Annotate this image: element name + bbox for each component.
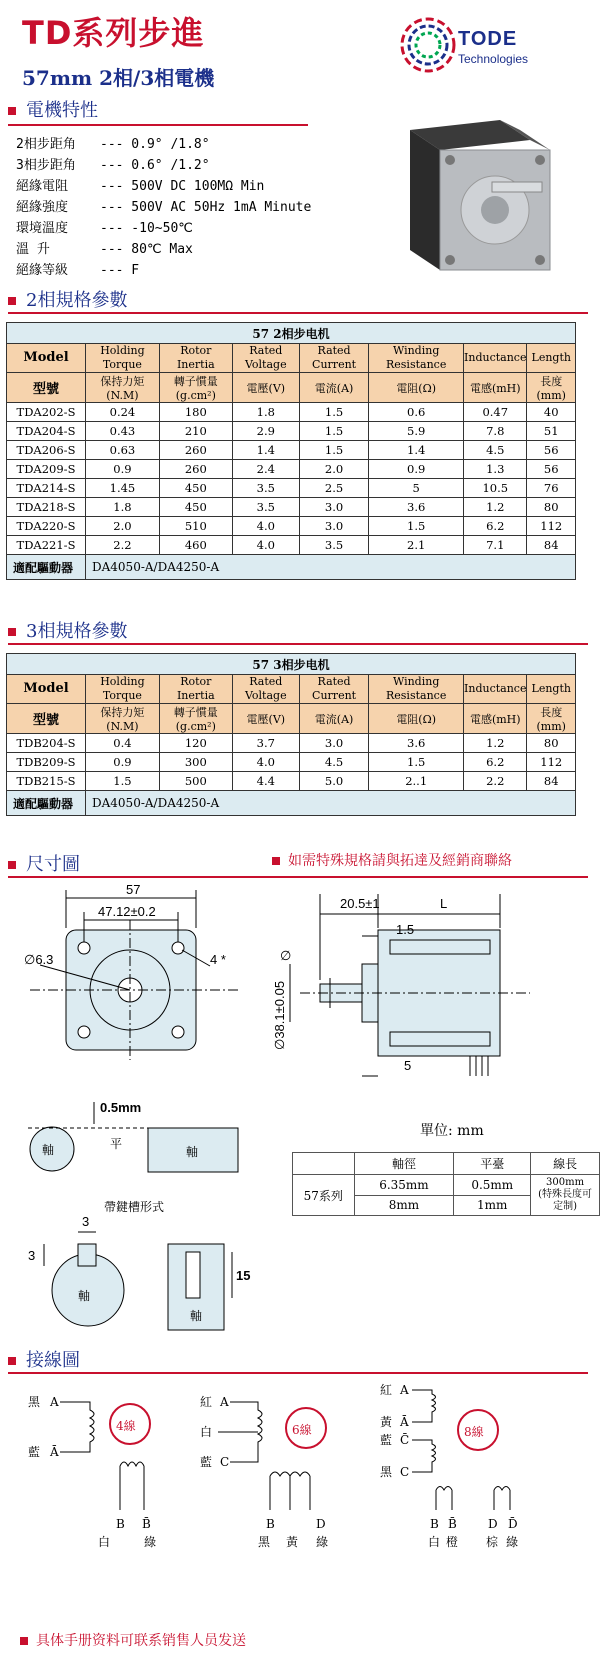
table-cell: 84 bbox=[527, 772, 576, 791]
len-value: 300mm bbox=[546, 1177, 585, 1188]
table-cell: 0.47 bbox=[464, 403, 527, 422]
table-cell: 3.7 bbox=[232, 734, 299, 753]
w8-Db: D̄ bbox=[508, 1517, 518, 1531]
header-cn: 轉子慣量 (g.cm²) bbox=[159, 704, 232, 734]
header-cn: 電流(A) bbox=[299, 373, 368, 403]
w8-c8: 綠 bbox=[506, 1535, 519, 1549]
prop-row bbox=[16, 176, 311, 197]
section-wiring: 接線圖 bbox=[8, 1346, 80, 1372]
prop-key: 溫 升 bbox=[16, 242, 50, 257]
table-cell: 3.6 bbox=[369, 498, 464, 517]
w8-Cb: C̄ bbox=[400, 1433, 410, 1447]
header-cn: 保持力矩 (N.M) bbox=[86, 704, 160, 734]
table-cell: 1.3 bbox=[464, 460, 527, 479]
prop-value: --- F bbox=[100, 263, 140, 278]
table-cell: 6.2 bbox=[464, 517, 527, 536]
table-cell: 4.0 bbox=[232, 753, 299, 772]
table-cell: 1.2 bbox=[464, 498, 527, 517]
table-caption: 57 2相步电机 bbox=[7, 323, 576, 344]
header-en: Inductance bbox=[464, 675, 527, 704]
driver-label: 適配驅動器 bbox=[7, 791, 86, 816]
prop-key: 絕緣電阻 bbox=[16, 179, 69, 194]
dim-5: 5 bbox=[404, 1058, 412, 1073]
table-row bbox=[7, 441, 576, 460]
prop-key: 2相步距角 bbox=[16, 137, 76, 152]
header-en: Inductance bbox=[464, 344, 527, 373]
w8-c4: 黑 bbox=[380, 1465, 393, 1479]
key-shaft-2: 軸 bbox=[190, 1309, 203, 1323]
header-en: Length bbox=[527, 344, 576, 373]
table-cell: 4.0 bbox=[232, 536, 299, 555]
header-cn: 電感(mH) bbox=[464, 373, 527, 403]
table-cell: 210 bbox=[159, 422, 232, 441]
prop-key: 環境溫度 bbox=[16, 221, 69, 236]
table-cell: 2.1 bbox=[369, 536, 464, 555]
table-cell: 450 bbox=[159, 479, 232, 498]
table-cell: TDA202-S bbox=[7, 403, 86, 422]
flat-label: 平 bbox=[110, 1137, 123, 1151]
header-en: Rotor Inertia bbox=[159, 675, 232, 704]
table-cell: 80 bbox=[527, 498, 576, 517]
dim-pilot: ∅38.1±0.05 bbox=[272, 980, 287, 1050]
table-cell: 0.9 bbox=[86, 753, 160, 772]
table-cell: 2.2 bbox=[86, 536, 160, 555]
table-cell: 1.5 bbox=[299, 422, 368, 441]
table-cell: 260 bbox=[159, 460, 232, 479]
w8-c5: 白 bbox=[428, 1535, 441, 1549]
series-cell: 57系列 bbox=[293, 1175, 355, 1216]
table-cell: 7.1 bbox=[464, 536, 527, 555]
table-cell: TDA209-S bbox=[7, 460, 86, 479]
header-en: Rated Current bbox=[299, 675, 368, 704]
table-row bbox=[7, 753, 576, 772]
prop-value: --- 500V DC 100MΩ Min bbox=[100, 179, 265, 194]
table-cell: 3.6 bbox=[369, 734, 464, 753]
table-cell: TDA221-S bbox=[7, 536, 86, 555]
table-row bbox=[7, 460, 576, 479]
table-cell: 1.8 bbox=[86, 498, 160, 517]
w6-c5: 黃 bbox=[286, 1535, 299, 1549]
prop-value: --- 500V AC 50Hz 1mA Minute bbox=[100, 200, 312, 215]
table-cell: 84 bbox=[527, 536, 576, 555]
header-cn: 轉子慣量 (g.cm²) bbox=[159, 373, 232, 403]
prop-row bbox=[16, 197, 311, 218]
table-row bbox=[7, 517, 576, 536]
dim-shaft-len: 20.5±1 bbox=[340, 896, 380, 911]
wiring-6 bbox=[200, 1395, 328, 1549]
header-model-cn: 型號 bbox=[7, 704, 86, 734]
table-cell: 1.8 bbox=[232, 403, 299, 422]
logo-ring-icon bbox=[398, 10, 458, 80]
table-row bbox=[7, 479, 576, 498]
table-cell: 3.0 bbox=[299, 498, 368, 517]
flat-shaft-label: 軸 bbox=[42, 1143, 55, 1157]
table-cell: 2.5 bbox=[299, 479, 368, 498]
header-model-en: Model bbox=[7, 344, 86, 373]
cell: 1mm bbox=[454, 1195, 531, 1216]
table-cell: TDA206-S bbox=[7, 441, 86, 460]
table-row bbox=[7, 422, 576, 441]
header-cn: 電阻(Ω) bbox=[369, 704, 464, 734]
table-cell: TDB215-S bbox=[7, 772, 86, 791]
table-cell: 0.6 bbox=[369, 403, 464, 422]
table-cell: 5.9 bbox=[369, 422, 464, 441]
table-cell: 1.5 bbox=[86, 772, 160, 791]
w8-C: C bbox=[400, 1465, 410, 1479]
props-list bbox=[16, 134, 311, 281]
table-cell: 2.4 bbox=[232, 460, 299, 479]
table-cell: 460 bbox=[159, 536, 232, 555]
header-en: Holding Torque bbox=[86, 344, 160, 373]
w8-A: A bbox=[400, 1383, 409, 1397]
side-view-drawing bbox=[270, 880, 590, 1080]
dim-hole: 47.12±0.2 bbox=[98, 904, 156, 919]
prop-row bbox=[16, 239, 311, 260]
w6-badge: 6線 bbox=[292, 1423, 312, 1437]
table-cell: 3.0 bbox=[299, 734, 368, 753]
w6-B: B bbox=[266, 1517, 275, 1531]
logo bbox=[398, 6, 588, 86]
header-cn: 電流(A) bbox=[299, 704, 368, 734]
table-cell: 3.5 bbox=[232, 498, 299, 517]
front-view-drawing bbox=[10, 880, 280, 1080]
table-cell: TDB204-S bbox=[7, 734, 86, 753]
table-cell: 180 bbox=[159, 403, 232, 422]
section-dims: 尺寸圖 bbox=[8, 850, 80, 876]
key-w: 3 bbox=[82, 1214, 90, 1229]
table-row bbox=[7, 403, 576, 422]
key-title: 帶鍵槽形式 bbox=[104, 1200, 165, 1214]
table-cell: 120 bbox=[159, 734, 232, 753]
key-h: 3 bbox=[28, 1248, 36, 1263]
table-row bbox=[7, 498, 576, 517]
len-note: (特殊長度可定制) bbox=[538, 1189, 593, 1212]
key-shaft: 軸 bbox=[78, 1289, 91, 1303]
table-cell: 7.8 bbox=[464, 422, 527, 441]
flat-depth: 0.5mm bbox=[100, 1100, 142, 1115]
table-row bbox=[7, 772, 576, 791]
w8-Ab: Ā bbox=[400, 1415, 409, 1429]
table-cell: 4.5 bbox=[464, 441, 527, 460]
dim-bore: ∅6.3 bbox=[24, 952, 54, 967]
table-cell: 51 bbox=[527, 422, 576, 441]
header-model-cn: 型號 bbox=[7, 373, 86, 403]
table-cell: 2.9 bbox=[232, 422, 299, 441]
w6-C: C bbox=[220, 1455, 230, 1469]
prop-value: --- -10~50℃ bbox=[100, 221, 193, 236]
prop-value: --- 0.9° /1.8° bbox=[100, 137, 210, 152]
table-cell: 1.4 bbox=[232, 441, 299, 460]
dim-phi: ∅ bbox=[280, 948, 292, 963]
header-en: Winding Resistance bbox=[369, 675, 464, 704]
table-cell: 450 bbox=[159, 498, 232, 517]
spec-table-3phase bbox=[6, 653, 576, 816]
w6-c2: 白 bbox=[200, 1425, 213, 1439]
driver-label: 適配驅動器 bbox=[7, 555, 86, 580]
key-len: 15 bbox=[236, 1268, 251, 1283]
w6-c3: 藍 bbox=[200, 1455, 213, 1469]
section-rule bbox=[8, 312, 588, 314]
wiring-diagrams bbox=[20, 1380, 590, 1580]
prop-row bbox=[16, 218, 311, 239]
table-cell: 300 bbox=[159, 753, 232, 772]
page-title: TD系列步進 bbox=[22, 14, 205, 52]
table-cell: 2.0 bbox=[299, 460, 368, 479]
table-cell: TDA214-S bbox=[7, 479, 86, 498]
header-cn: 電壓(V) bbox=[232, 704, 299, 734]
table-cell: 56 bbox=[527, 441, 576, 460]
table-caption: 57 3相步电机 bbox=[7, 654, 576, 675]
prop-row bbox=[16, 134, 311, 155]
th-flat: 平臺 bbox=[454, 1153, 531, 1175]
w4-c2: 藍 bbox=[28, 1445, 41, 1459]
table-cell: 0.9 bbox=[369, 460, 464, 479]
header-cn: 電感(mH) bbox=[464, 704, 527, 734]
table-cell: 3.5 bbox=[232, 479, 299, 498]
table-cell: 510 bbox=[159, 517, 232, 536]
w4-B: B bbox=[116, 1517, 125, 1531]
table-cell: 4.0 bbox=[232, 517, 299, 536]
w6-A: A bbox=[220, 1395, 229, 1409]
table-cell: 0.4 bbox=[86, 734, 160, 753]
section-rule bbox=[8, 643, 588, 645]
flat-shaft-label-2: 軸 bbox=[186, 1145, 199, 1159]
table-cell: 112 bbox=[527, 517, 576, 536]
shaft-table bbox=[292, 1152, 600, 1216]
flat-shaft-drawing bbox=[20, 1094, 250, 1184]
table-cell: TDA220-S bbox=[7, 517, 86, 536]
table-cell: 2..1 bbox=[369, 772, 464, 791]
w8-c7: 棕 bbox=[486, 1535, 499, 1549]
table-cell: 5.0 bbox=[299, 772, 368, 791]
special-note: 如需特殊規格請與拓達及經銷商聯絡 bbox=[272, 850, 512, 870]
w4-c4: 綠 bbox=[144, 1535, 157, 1549]
table-cell: 1.2 bbox=[464, 734, 527, 753]
dim-57: 57 bbox=[126, 882, 141, 897]
dim-1-5: 1.5 bbox=[396, 922, 415, 937]
w4-badge: 4線 bbox=[116, 1419, 136, 1433]
table-cell: TDA204-S bbox=[7, 422, 86, 441]
footer-note: 具体手册资料可联系销售人员发送 bbox=[20, 1630, 246, 1650]
header-cn: 電阻(Ω) bbox=[369, 373, 464, 403]
dim-L: L bbox=[440, 896, 448, 911]
table-cell: 76 bbox=[527, 479, 576, 498]
w4-Bb: B̄ bbox=[142, 1517, 151, 1531]
w8-D: D bbox=[488, 1517, 498, 1531]
header-cn: 保持力矩 (N.M) bbox=[86, 373, 160, 403]
w4-c3: 白 bbox=[98, 1535, 111, 1549]
wiring-8 bbox=[380, 1383, 518, 1549]
table-cell: TDB209-S bbox=[7, 753, 86, 772]
logo-sub: Technologies bbox=[458, 52, 529, 66]
driver-value: DA4050-A/DA4250-A bbox=[86, 791, 576, 816]
th-dia: 軸徑 bbox=[354, 1153, 454, 1175]
table-cell: 56 bbox=[527, 460, 576, 479]
table-cell: 0.24 bbox=[86, 403, 160, 422]
w8-badge: 8線 bbox=[464, 1425, 484, 1439]
prop-key: 絕緣強度 bbox=[16, 200, 69, 215]
table-row bbox=[7, 536, 576, 555]
w6-D: D bbox=[316, 1517, 326, 1531]
table-cell: 4.5 bbox=[299, 753, 368, 772]
table-cell: 1.5 bbox=[369, 753, 464, 772]
table-row bbox=[7, 734, 576, 753]
header-en: Rotor Inertia bbox=[159, 344, 232, 373]
w4-Ab: Ā bbox=[50, 1445, 59, 1459]
table-cell: TDA218-S bbox=[7, 498, 86, 517]
table-cell: 0.43 bbox=[86, 422, 160, 441]
w4-c1: 黑 bbox=[28, 1395, 41, 1409]
w8-c1: 紅 bbox=[380, 1383, 393, 1397]
w6-c1: 紅 bbox=[200, 1395, 213, 1409]
w8-B: B bbox=[430, 1517, 439, 1531]
header-cn: 電壓(V) bbox=[232, 373, 299, 403]
header-en: Rated Voltage bbox=[232, 675, 299, 704]
table-cell: 5 bbox=[369, 479, 464, 498]
table-cell: 1.5 bbox=[369, 517, 464, 536]
page-subtitle: 57mm 2相/3相電機 bbox=[22, 66, 215, 90]
logo-name: TODE bbox=[458, 28, 518, 50]
header-cn: 長度(mm) bbox=[527, 704, 576, 734]
w8-Bb: B̄ bbox=[448, 1517, 457, 1531]
table-cell: 3.5 bbox=[299, 536, 368, 555]
prop-value: --- 80℃ Max bbox=[100, 242, 193, 257]
table-cell: 500 bbox=[159, 772, 232, 791]
table-cell: 0.9 bbox=[86, 460, 160, 479]
w8-c6: 橙 bbox=[446, 1535, 459, 1549]
table-cell: 0.63 bbox=[86, 441, 160, 460]
table-cell: 1.5 bbox=[299, 441, 368, 460]
table-cell: 112 bbox=[527, 753, 576, 772]
table-cell: 4.4 bbox=[232, 772, 299, 791]
w6-c4: 黑 bbox=[258, 1535, 271, 1549]
header-model-en: Model bbox=[7, 675, 86, 704]
table-cell: 10.5 bbox=[464, 479, 527, 498]
table-cell: 1.45 bbox=[86, 479, 160, 498]
cell: 8mm bbox=[354, 1195, 454, 1216]
cell: 6.35mm bbox=[354, 1175, 454, 1196]
header-en: Holding Torque bbox=[86, 675, 160, 704]
section-rule bbox=[8, 124, 308, 126]
unit-label: 單位: mm bbox=[420, 1123, 484, 1139]
table-cell: 2.2 bbox=[464, 772, 527, 791]
table-cell: 6.2 bbox=[464, 753, 527, 772]
w8-c2: 黃 bbox=[380, 1415, 393, 1429]
table-cell: 260 bbox=[159, 441, 232, 460]
table-cell: 1.5 bbox=[299, 403, 368, 422]
section-motor-props: 電機特性 bbox=[8, 96, 98, 122]
section-rule bbox=[8, 1372, 588, 1374]
section-spec3: 3相規格參數 bbox=[8, 617, 127, 643]
motor-image bbox=[380, 100, 590, 280]
cell: 0.5mm bbox=[454, 1175, 531, 1196]
driver-value: DA4050-A/DA4250-A bbox=[86, 555, 576, 580]
w8-c3: 藍 bbox=[380, 1433, 393, 1447]
w6-c6: 綠 bbox=[316, 1535, 329, 1549]
header-en: Winding Resistance bbox=[369, 344, 464, 373]
spec-table-2phase bbox=[6, 322, 576, 580]
section-spec2: 2相規格參數 bbox=[8, 286, 127, 312]
table-cell: 3.0 bbox=[299, 517, 368, 536]
th-len: 線長 bbox=[531, 1153, 600, 1175]
table-cell: 1.4 bbox=[369, 441, 464, 460]
prop-key: 3相步距角 bbox=[16, 158, 76, 173]
header-en: Rated Current bbox=[299, 344, 368, 373]
wiring-4 bbox=[28, 1395, 156, 1549]
keyed-shaft-drawing bbox=[20, 1210, 260, 1340]
w4-A: A bbox=[50, 1395, 59, 1409]
header-cn: 長度(mm) bbox=[527, 373, 576, 403]
prop-row bbox=[16, 155, 311, 176]
prop-key: 絕緣等級 bbox=[16, 263, 69, 278]
table-cell: 40 bbox=[527, 403, 576, 422]
table-cell: 2.0 bbox=[86, 517, 160, 536]
header-en: Length bbox=[527, 675, 576, 704]
dim-holes: 4 * bbox=[210, 952, 226, 967]
section-rule bbox=[8, 876, 588, 878]
prop-value: --- 0.6° /1.2° bbox=[100, 158, 210, 173]
header-en: Rated Voltage bbox=[232, 344, 299, 373]
prop-row bbox=[16, 260, 311, 281]
table-cell: 80 bbox=[527, 734, 576, 753]
